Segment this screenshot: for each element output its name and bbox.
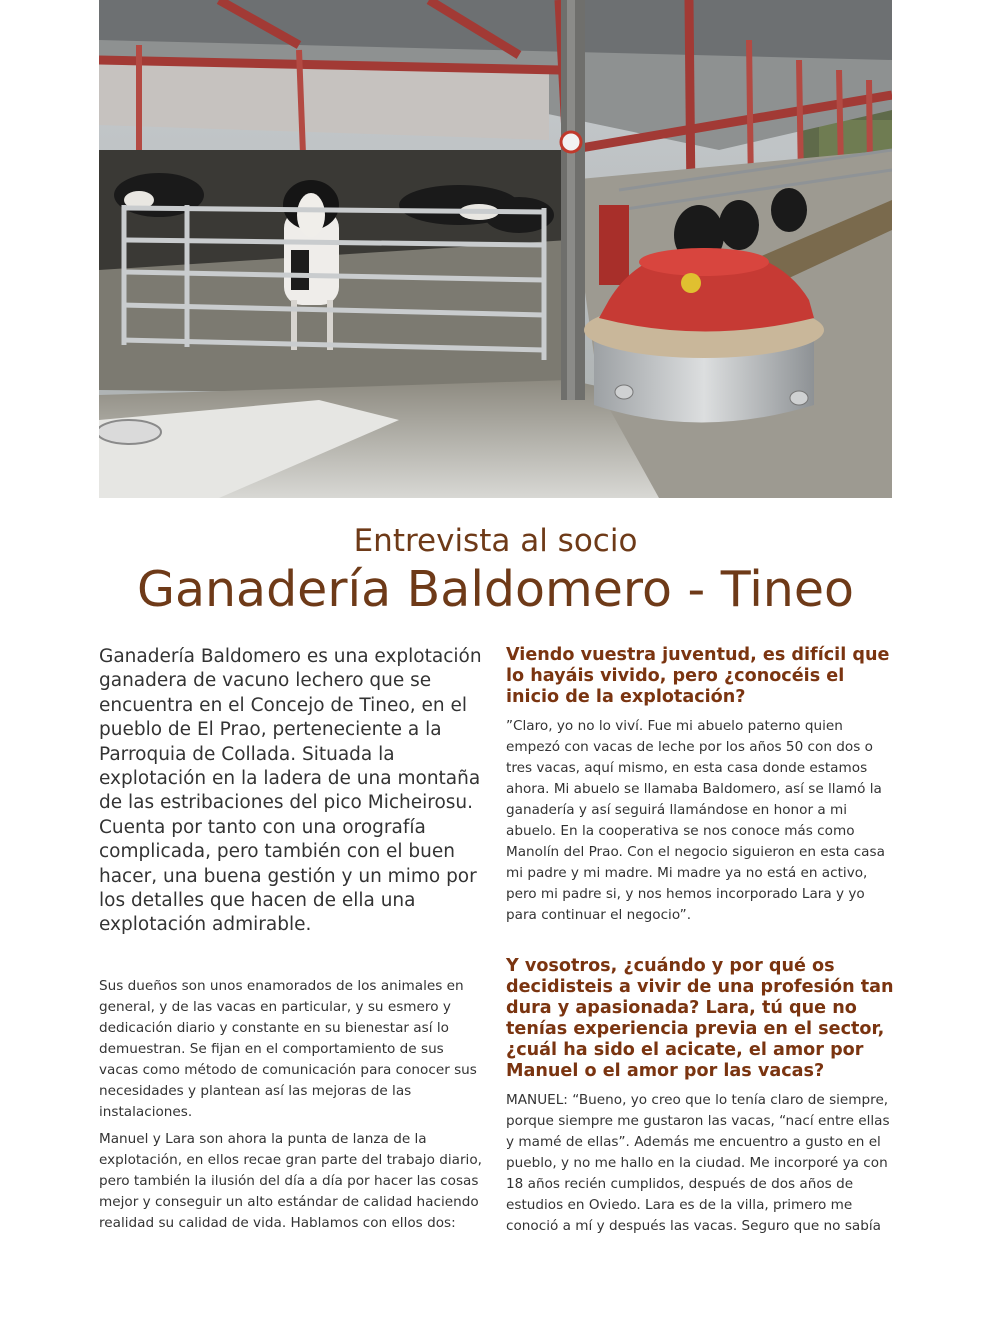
left-column [99,645,487,1234]
article-title: Ganadería Baldomero - Tineo [136,561,854,618]
lead-paragraph: Ganadería Baldomero es una explotación ganadera de vacuno lechero que se encuentra en el Concejo de Tineo, en el pueblo de El Prao, perteneciente a la Parroquia de Collada. Situada la explotación en la ladera de una montaña de las estribaciones del pico Micheirosu. Cuenta por tanto con una orografía complicada, pero también con el buen hacer, una buena gestión y un mimo por los detalles que hacen de ella una explotación admirable. [99,646,482,936]
interview-question: Y vosotros, ¿cuándo y por qué os decidisteis a vivir de una profesión tan dura y apasionada? Lara, tú que no tenías experiencia previa en el sector, ¿cuál ha sido el acicate, el amor por Manuel o el amor por las vacas? [506,956,894,1081]
body-paragraph: Manuel y Lara son ahora la punta de lanza de la explotación, en ellos recae gran parte del trabajo diario, pero también la ilusión del día a día por hacer las cosas mejor y conseguir un alto estándar de calidad haciendo realidad su calidad de vida. Hablamos con ellos dos: [99,1130,482,1231]
right-column [506,645,894,1237]
interview-answer: ”Claro, yo no lo viví. Fue mi abuelo paterno quien empezó con vacas de leche por los años 50 con dos o tres vacas, aquí mismo, en esta casa donde estamos ahora. Mi abuelo se llamaba Baldomero, así se llamó la ganadería y así seguirá llamándose en honor a mi abuelo. En la cooperativa se nos conoce más como Manolín del Prao. Con el negocio siguieron en esta casa mi padre y mi madre. Mi madre ya no está en activo, pero mi padre si, y nos hemos incorporado Lara y yo para continuar el negocio”. [506,718,885,923]
interview-answer: MANUEL: “Bueno, yo creo que lo tenía claro de siempre, porque siempre me gustaron las vacas, “nací entre ellas y mamé de ellas”. Además me encuentro a gusto en el pueblo, y no me hallo en la ciudad. Me incorporé ya con 18 años recién cumplidos, después de dos años de estudios en Oviedo. Lara es de la villa, primero me conoció a mí y después las vacas. Seguro que no sabía [506,1092,890,1234]
article-heading [99,520,892,618]
farm-photo [99,0,892,498]
body-paragraph: Sus dueños son unos enamorados de los animales en general, y de las vacas en particular, y su esmero y dedicación diario y constante en su bienestar así lo demuestran. Se fijan en el comportamiento de sus vacas como método de comunicación para conocer sus necesidades y plantean así las mejoras de las instalaciones. [99,977,477,1120]
interview-question: Viendo vuestra juventud, es difícil que lo hayáis vivido, pero ¿conocéis el inicio de la explotación? [506,645,890,707]
article-subtitle: Entrevista al socio [353,523,638,559]
